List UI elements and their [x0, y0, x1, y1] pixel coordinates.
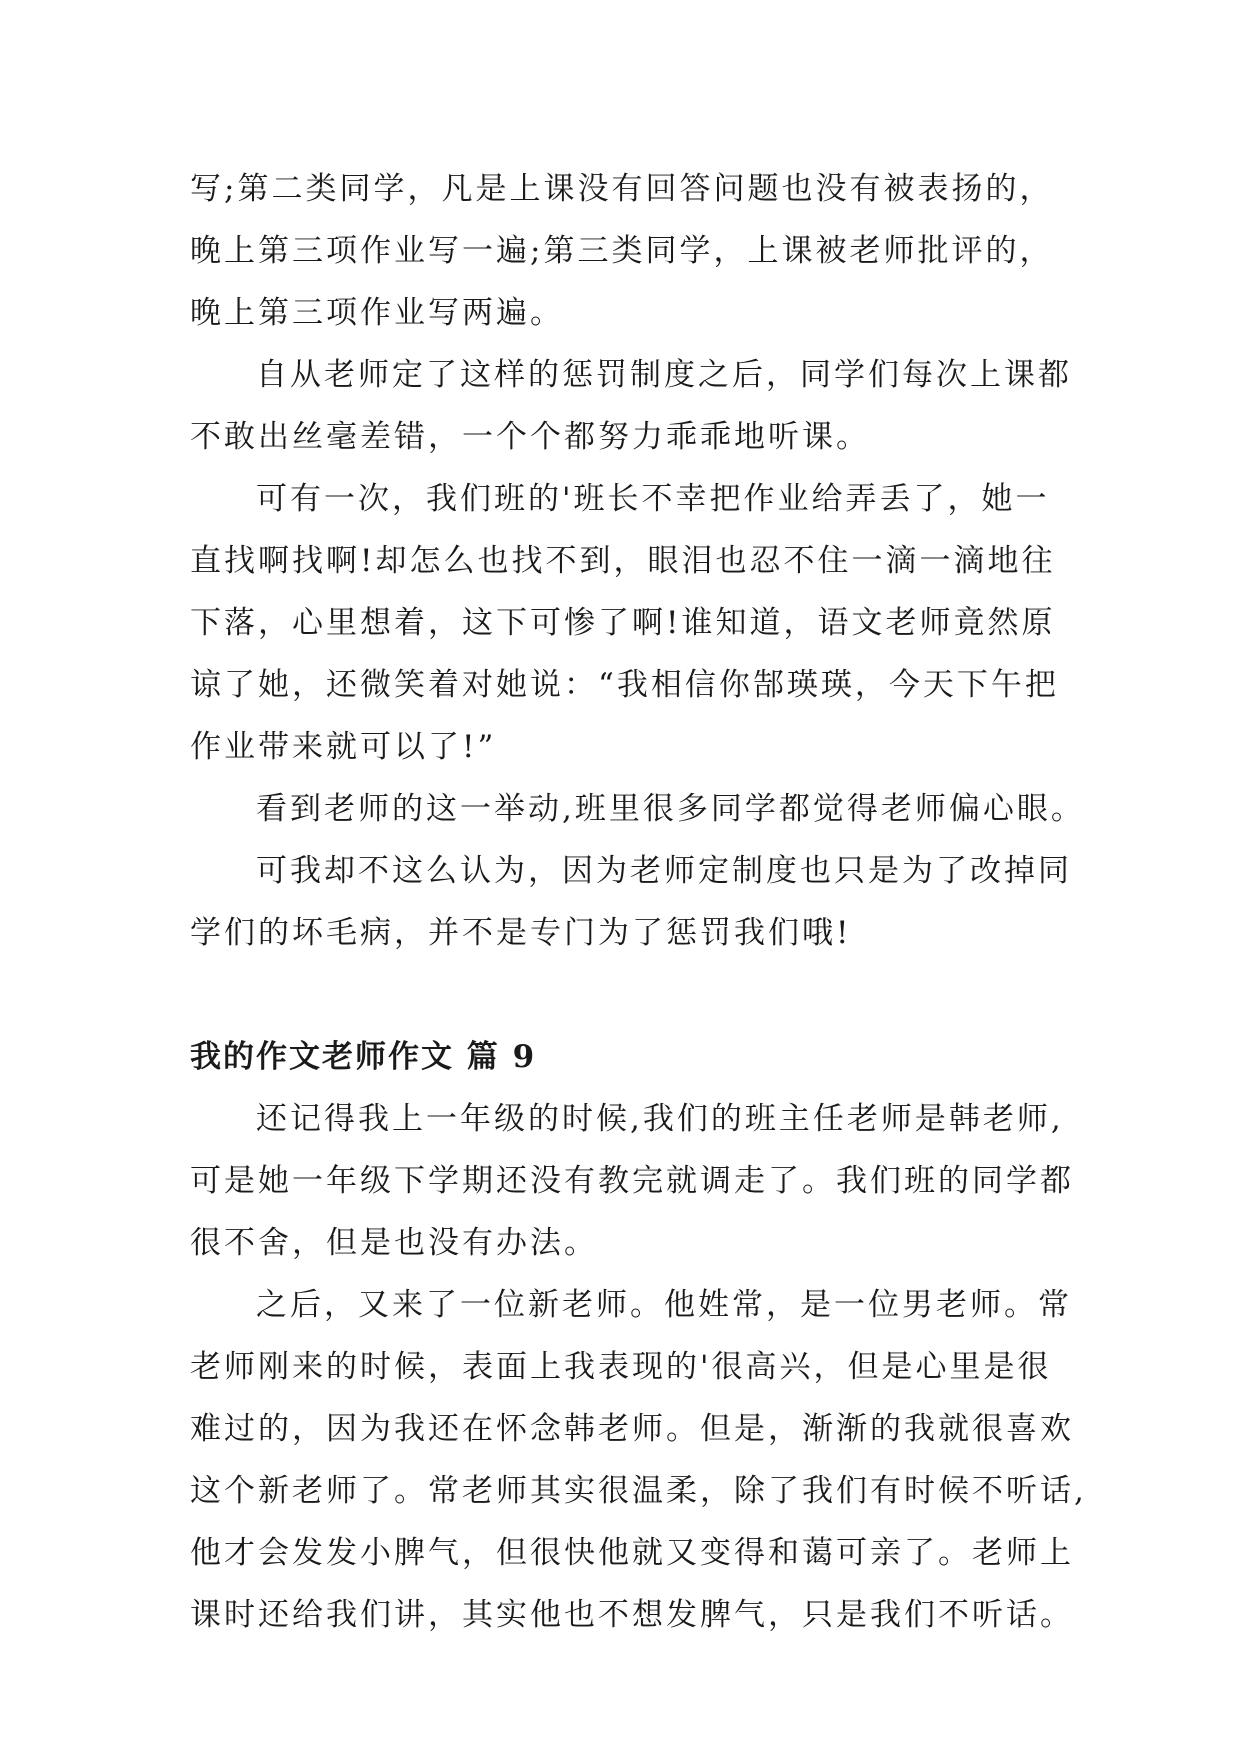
- text-line: 晚上第三项作业写两遍。: [190, 295, 564, 331]
- text-line: 他才会发发小脾气，但很快他就又变得和蔼可亲了。老师上: [190, 1535, 1074, 1571]
- text-line: 看到老师的这一举动,班里很多同学都觉得老师偏心眼。: [256, 791, 1085, 827]
- text-line: 可有一次，我们班的'班长不幸把作业给弄丢了，她一: [256, 481, 1050, 517]
- paragraph: [190, 1088, 1074, 1274]
- document-page: [190, 158, 1087, 1646]
- text-line: 难过的，因为我还在怀念韩老师。但是，渐渐的我就很喜欢: [190, 1411, 1074, 1447]
- text-line: 自从老师定了这样的惩罚制度之后，同学们每次上课都: [256, 357, 1072, 393]
- text-line: 谅了她，还微笑着对她说：“我相信你郜瑛瑛，今天下午把: [190, 667, 1059, 703]
- text-line: 学们的坏毛病，并不是专门为了惩罚我们哦!: [190, 915, 852, 951]
- text-line: 之后，又来了一位新老师。他姓常，是一位男老师。常: [256, 1287, 1072, 1323]
- text-line: 写;第二类同学，凡是上课没有回答问题也没有被表扬的，: [190, 171, 1054, 207]
- text-line: 可是她一年级下学期还没有教完就调走了。我们班的同学都: [190, 1163, 1074, 1199]
- text-line: 下落，心里想着，这下可惨了啊!谁知道，语文老师竟然原: [190, 605, 1056, 641]
- essay-heading: 我的作文老师作文 篇 9: [190, 1039, 537, 1075]
- text-line: 晚上第三项作业写一遍;第三类同学，上课被老师批评的，: [190, 233, 1054, 269]
- paragraph: [190, 1274, 1087, 1646]
- paragraph: [190, 840, 1070, 964]
- text-line: 直找啊找啊!却怎么也找不到，眼泪也忍不住一滴一滴地往: [190, 543, 1056, 579]
- essay-section-before: [190, 158, 1085, 964]
- text-line: 不敢出丝毫差错，一个个都努力乖乖地听课。: [190, 419, 870, 455]
- essay-section-after: [190, 1088, 1087, 1646]
- paragraph: [190, 778, 1085, 840]
- text-line: 作业带来就可以了!”: [190, 729, 497, 765]
- paragraph: [190, 158, 1070, 344]
- text-line: 老师刚来的时候，表面上我表现的'很高兴，但是心里是很: [190, 1349, 1052, 1385]
- paragraph: [190, 344, 1070, 468]
- text-line: 很不舍，但是也没有办法。: [190, 1225, 598, 1261]
- text-line: 这个新老师了。常老师其实很温柔，除了我们有时候不听话,: [190, 1473, 1087, 1509]
- text-line: 课时还给我们讲，其实他也不想发脾气，只是我们不听话。: [190, 1597, 1074, 1633]
- paragraph: [190, 468, 1070, 778]
- text-line: 还记得我上一年级的时候,我们的班主任老师是韩老师,: [256, 1101, 1064, 1137]
- text-line: 可我却不这么认为，因为老师定制度也只是为了改掉同: [256, 853, 1072, 889]
